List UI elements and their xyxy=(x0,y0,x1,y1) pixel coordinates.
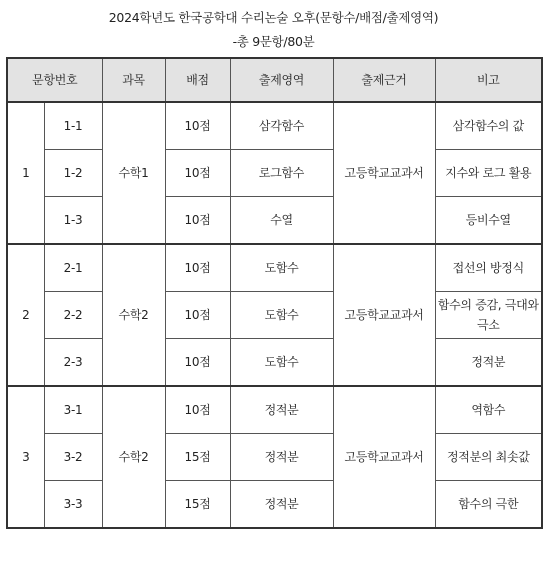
page-title: 2024학년도 한국공학대 수리논술 오후(문항수/배점/출제영역) xyxy=(108,10,439,25)
basis-cell: 고등학교교과서 xyxy=(333,102,435,244)
basis-cell: 고등학교교과서 xyxy=(333,244,435,386)
note-cell: 정적분 xyxy=(435,339,542,387)
note-cell: 함수의 극한 xyxy=(435,481,542,529)
table-row xyxy=(7,386,542,434)
page-subtitle: -총 9문항/80분 xyxy=(232,34,315,49)
table-row xyxy=(7,434,542,481)
basis-cell: 고등학교교과서 xyxy=(333,386,435,528)
area-cell: 정적분 xyxy=(230,434,333,481)
score-cell: 10점 xyxy=(165,244,230,292)
sub-question: 3-3 xyxy=(44,481,102,529)
question-number: 2 xyxy=(7,244,44,386)
header-question-number: 문항번호 xyxy=(7,58,102,102)
table-row xyxy=(7,150,542,197)
question-number: 3 xyxy=(7,386,44,528)
note-cell: 삼각함수의 값 xyxy=(435,102,542,150)
score-cell: 10점 xyxy=(165,102,230,150)
table-header-row xyxy=(7,58,542,102)
subject-cell: 수학2 xyxy=(102,244,165,386)
score-cell: 15점 xyxy=(165,481,230,529)
score-cell: 10점 xyxy=(165,339,230,387)
sub-question: 3-2 xyxy=(44,434,102,481)
sub-question: 1-1 xyxy=(44,102,102,150)
note-cell: 함수의 증감, 극대와 극소 xyxy=(435,292,542,339)
table-row xyxy=(7,102,542,150)
sub-question: 2-2 xyxy=(44,292,102,339)
table-row xyxy=(7,197,542,245)
exam-table xyxy=(6,57,543,529)
area-cell: 수열 xyxy=(230,197,333,245)
header-basis: 출제근거 xyxy=(333,58,435,102)
header-subject: 과목 xyxy=(102,58,165,102)
score-cell: 15점 xyxy=(165,434,230,481)
table-row xyxy=(7,292,542,339)
note-cell: 등비수열 xyxy=(435,197,542,245)
header-area: 출제영역 xyxy=(230,58,333,102)
note-cell: 접선의 방정식 xyxy=(435,244,542,292)
question-number: 1 xyxy=(7,102,44,244)
note-cell: 지수와 로그 활용 xyxy=(435,150,542,197)
area-cell: 로그함수 xyxy=(230,150,333,197)
score-cell: 10점 xyxy=(165,386,230,434)
area-cell: 도함수 xyxy=(230,292,333,339)
score-cell: 10점 xyxy=(165,150,230,197)
note-cell: 정적분의 최솟값 xyxy=(435,434,542,481)
sub-question: 2-3 xyxy=(44,339,102,387)
area-cell: 정적분 xyxy=(230,481,333,529)
subject-cell: 수학1 xyxy=(102,102,165,244)
table-row xyxy=(7,244,542,292)
table-row xyxy=(7,339,542,387)
area-cell: 도함수 xyxy=(230,244,333,292)
header-note: 비고 xyxy=(435,58,542,102)
note-cell: 역함수 xyxy=(435,386,542,434)
table-row xyxy=(7,481,542,529)
header-score: 배점 xyxy=(165,58,230,102)
score-cell: 10점 xyxy=(165,197,230,245)
subject-cell: 수학2 xyxy=(102,386,165,528)
area-cell: 도함수 xyxy=(230,339,333,387)
area-cell: 정적분 xyxy=(230,386,333,434)
sub-question: 1-3 xyxy=(44,197,102,245)
area-cell: 삼각함수 xyxy=(230,102,333,150)
score-cell: 10점 xyxy=(165,292,230,339)
sub-question: 2-1 xyxy=(44,244,102,292)
sub-question: 1-2 xyxy=(44,150,102,197)
sub-question: 3-1 xyxy=(44,386,102,434)
